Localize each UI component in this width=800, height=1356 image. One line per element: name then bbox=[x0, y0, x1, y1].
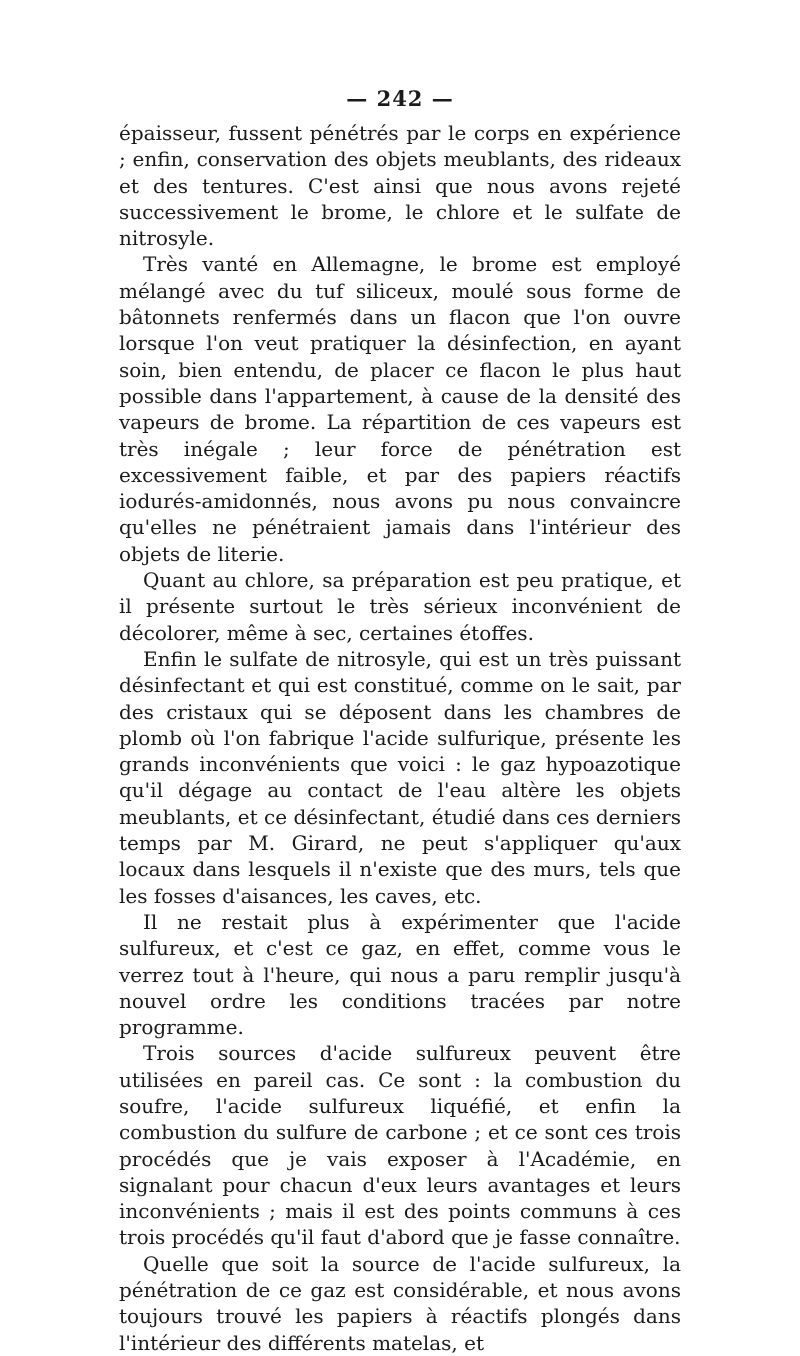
paragraph: Quant au chlore, sa préparation est peu pratique, et il présente surtout le très sérieux inconvénient de décolorer, même à sec, certaines étoffes. bbox=[119, 568, 681, 645]
paragraph: Très vanté en Allemagne, le brome est employé mélangé avec du tuf siliceux, moulé sous forme de bâtonnets renfermés dans un flacon que l'on ouvre lorsque l'on veut pratiquer la désinfection, en ayant soin, bien entendu, de placer ce flacon le plus haut possible dans l'appartement, à cause de la densité des vapeurs de brome. La répartition de ces vapeurs est très inégale ; leur force de pénétration est excessivement faible, et par des papiers réactifs iodurés-amidonnés, nous avons pu nous convaincre qu'elles ne pénétraient jamais dans l'intérieur des objets de literie. bbox=[119, 252, 681, 566]
paragraph: épaisseur, fussent pénétrés par le corps en expérience ; enfin, conservation des objets meublants, des rideaux et des tentures. C'est ainsi que nous avons rejeté successivement le brome, le chlore et le sulfate de nitrosyle. bbox=[119, 121, 681, 251]
paragraph: Quelle que soit la source de l'acide sulfureux, la pénétration de ce gaz est considérable, et nous avons toujours trouvé les papiers à réactifs plongés dans l'intérieur des différents matelas, et bbox=[119, 1251, 681, 1355]
paragraph: Trois sources d'acide sulfureux peuvent être utilisées en pareil cas. Ce sont : la combustion du soufre, l'acide sulfureux liquéfié, et enfin la combustion du sulfure de carbone ; et ce sont ces trois procédés que je vais exposer à l'Académie, en signalant pour chacun d'eux leurs avantages et leurs inconvénients ; mais il est des points communs à ces trois procédés qu'il faut d'abord que je fasse connaître. bbox=[119, 1041, 681, 1250]
book-page bbox=[119, 84, 681, 1356]
paragraph: Enfin le sulfate de nitrosyle, qui est un très puissant désinfectant et qui est constitué, comme on le sait, par des cristaux qui se déposent dans les chambres de plomb où l'on fabrique l'acide sulfurique, présente les grands inconvénients que voici : le gaz hypoazotique qu'il dégage au contact de l'eau altère les objets meublants, et ce désinfectant, étudié dans ces derniers temps par M. Girard, ne peut s'appliquer qu'aux locaux dans lesquels il n'existe que des murs, tels que les fosses d'aisances, les caves, etc. bbox=[119, 646, 681, 908]
page-number: — 242 — bbox=[346, 86, 454, 111]
paragraph: Il ne restait plus à expérimenter que l'acide sulfureux, et c'est ce gaz, en effet, comme vous le verrez tout à l'heure, qui nous a paru remplir jusqu'à nouvel ordre les conditions tracées par notre programme. bbox=[119, 909, 681, 1040]
